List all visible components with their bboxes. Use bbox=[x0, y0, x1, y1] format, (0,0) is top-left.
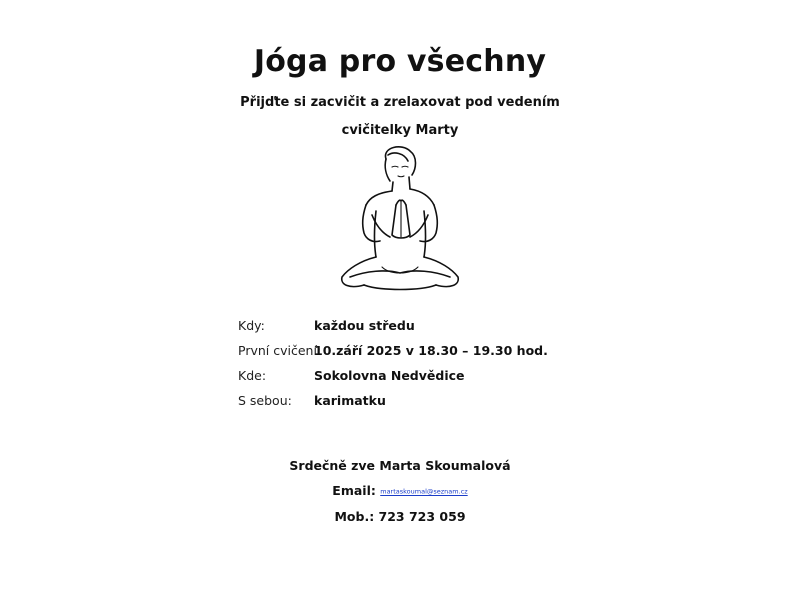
detail-value: Sokolovna Nedvědice bbox=[314, 368, 465, 383]
email-link[interactable]: martaskoumal@seznam.cz bbox=[380, 487, 468, 496]
detail-label: Kdy: bbox=[238, 318, 265, 333]
detail-row-bring bbox=[238, 393, 598, 418]
subtitle-line-1: Přijďte si zacvičit a zrelaxovat pod vedením bbox=[240, 95, 560, 110]
detail-row-first-session bbox=[238, 343, 598, 368]
email-line bbox=[0, 483, 800, 498]
detail-row-where bbox=[238, 368, 598, 393]
phone-line: Mob.: 723 723 059 bbox=[334, 509, 466, 524]
meditating-person-icon bbox=[330, 145, 470, 295]
detail-label: S sebou: bbox=[238, 393, 292, 408]
detail-row-when bbox=[238, 318, 598, 343]
detail-label: Kde: bbox=[238, 368, 267, 383]
signature-line: Srdečně zve Marta Skoumalová bbox=[289, 458, 511, 473]
detail-value: 10.září 2025 v 18.30 – 19.30 hod. bbox=[314, 343, 548, 358]
detail-value: karimatku bbox=[314, 393, 386, 408]
subtitle-line-2: cvičitelky Marty bbox=[341, 123, 459, 138]
detail-label: První cvičení: bbox=[238, 343, 322, 358]
email-label: Email: bbox=[332, 483, 376, 498]
event-details bbox=[238, 318, 598, 418]
detail-value: každou středu bbox=[314, 318, 415, 333]
page-title: Jóga pro všechny bbox=[253, 44, 547, 79]
